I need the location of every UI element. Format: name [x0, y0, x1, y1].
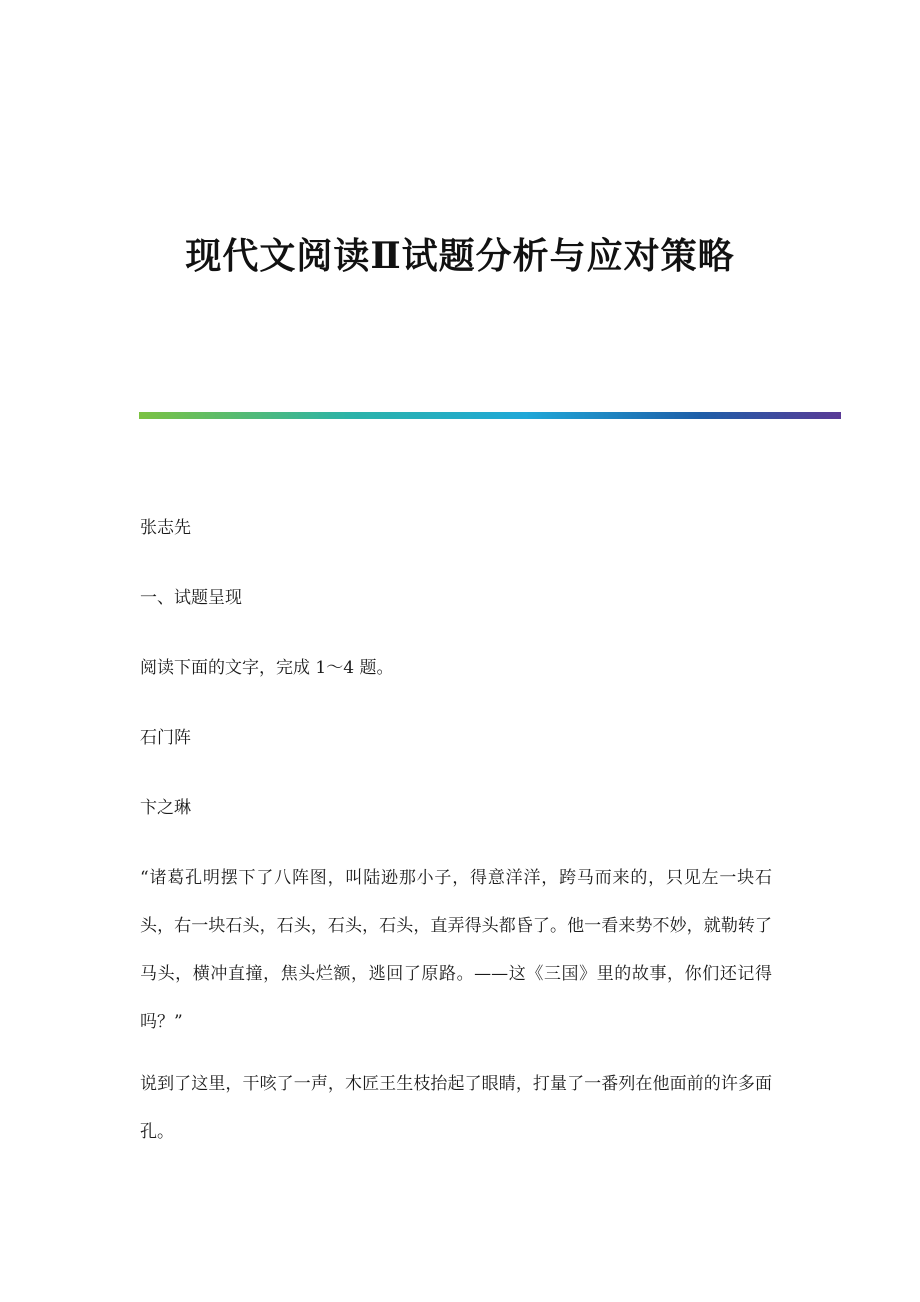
document-title: 现代文阅读Ⅱ试题分析与应对策略: [185, 235, 735, 277]
passage-author: 卞之琳: [140, 798, 191, 818]
instruction-text: 阅读下面的文字，完成 1～4 题。: [140, 658, 394, 678]
paragraph-1: “诸葛孔明摆下了八阵图，叫陆逊那小子，得意洋洋，跨马而来的，只见左一块石头，右一块石头，石头，石头，石头，直弄得头都昏了。他一看来势不妙，就勒转了马头，横冲直撞，焦头烂额，逃回了原路。——这《三国》里的故事，你们还记得吗？”: [140, 868, 772, 1032]
passage-title: 石门阵: [140, 728, 191, 748]
section-heading: 一、试题呈现: [140, 588, 242, 608]
paragraph-2: 说到了这里，干咳了一声，木匠王生枝抬起了眼睛，打量了一番列在他面前的许多面孔。: [140, 1074, 772, 1142]
document-body: [140, 512, 772, 1178]
gradient-divider: [139, 412, 841, 419]
author-name: 张志先: [140, 518, 191, 538]
